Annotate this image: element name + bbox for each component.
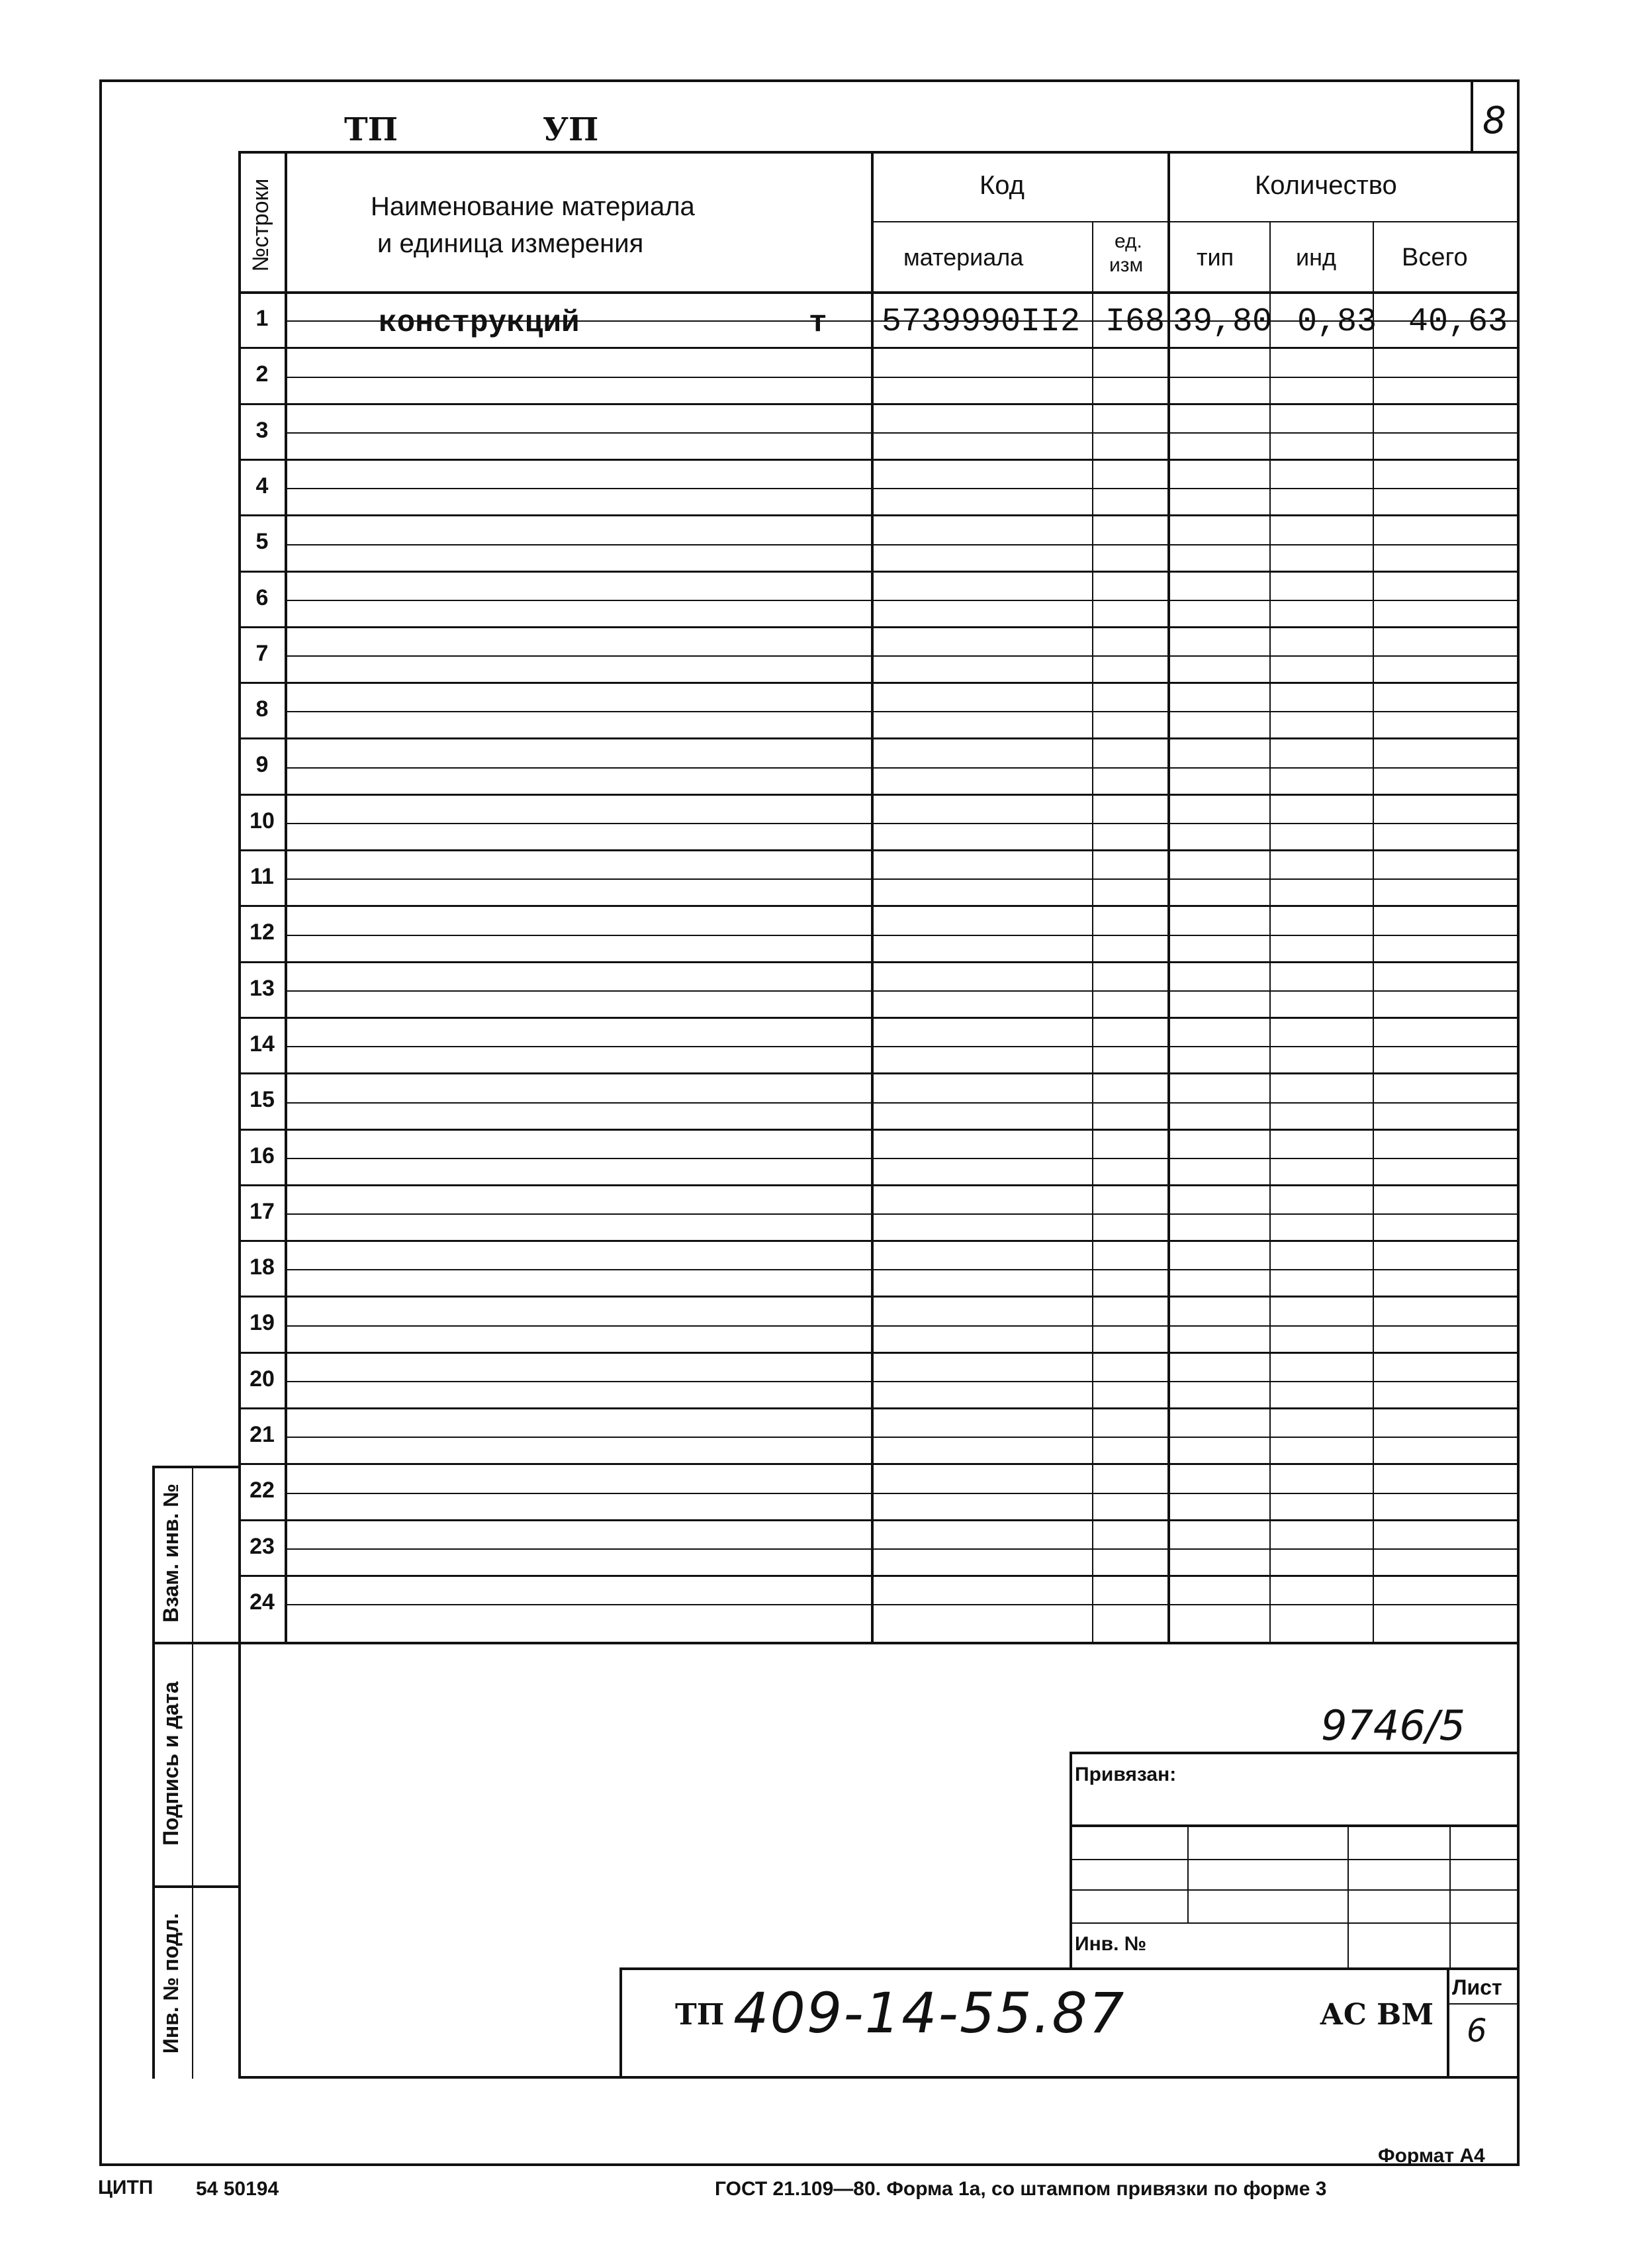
row-inner-line	[285, 1213, 1520, 1215]
row-line	[238, 961, 1520, 963]
row-number: 12	[250, 920, 275, 945]
row-line	[238, 1519, 1520, 1521]
doc-prefix: ТП	[675, 1998, 725, 2032]
row-number: 1	[255, 306, 269, 331]
row-inner-line	[285, 990, 1520, 992]
row-inner-line	[285, 1548, 1520, 1550]
row-inner-line	[285, 432, 1520, 434]
row-line	[238, 1072, 1520, 1074]
row1-unit: т	[809, 306, 827, 340]
doc-code: АС ВМ	[1320, 1998, 1434, 2032]
col-header-row-number: №строки	[248, 178, 273, 272]
col-line-code	[1167, 151, 1170, 1644]
row-number: 23	[250, 1533, 275, 1559]
row-line	[238, 905, 1520, 907]
col-header-type: тип	[1197, 244, 1234, 271]
col-header-name-line2: и единица измерения	[377, 229, 644, 258]
col-header-unit-line2: изм	[1109, 254, 1144, 276]
row-number: 17	[250, 1198, 275, 1224]
col-line-rownum	[285, 151, 287, 1644]
row-line	[238, 403, 1520, 405]
lower-area-right	[1517, 1642, 1520, 2079]
row-inner-line	[285, 1437, 1520, 1438]
row1-qty-type: 39,80	[1173, 303, 1273, 341]
row-number: 4	[255, 473, 269, 498]
row-line	[238, 1184, 1520, 1186]
col-header-total: Всего	[1402, 244, 1468, 271]
row-line	[238, 737, 1520, 739]
privyazan-line1	[1070, 1824, 1520, 1827]
row1-name: конструкций	[379, 306, 580, 340]
row-inner-line	[285, 767, 1520, 769]
row1-unit-code: I68	[1105, 303, 1165, 341]
row-inner-line	[285, 1325, 1520, 1327]
row-inner-line	[285, 935, 1520, 936]
privyazan-line3	[1070, 1889, 1520, 1891]
row-inner-line	[285, 377, 1520, 378]
sheet-cell-left	[1447, 1967, 1449, 2079]
col-line-type	[1269, 221, 1271, 1644]
row-number: 16	[250, 1143, 275, 1168]
row-line	[238, 849, 1520, 851]
side-stamp-zam-inv: Взам. инв. №	[159, 1484, 183, 1623]
privyazan-left	[1070, 1752, 1072, 1970]
row-line	[238, 571, 1520, 573]
row-line	[238, 1240, 1520, 1242]
sheet-label: Лист	[1452, 1975, 1502, 1999]
row-inner-line	[285, 878, 1520, 880]
sheet-box-left	[1471, 79, 1473, 152]
row-line	[238, 1352, 1520, 1354]
row-inner-line	[285, 1493, 1520, 1494]
footer-format: Формат А4	[1378, 2145, 1485, 2167]
row-inner-line	[285, 600, 1520, 601]
footer-org: ЦИТП	[98, 2177, 154, 2198]
row-number: 6	[255, 585, 269, 610]
sheet-number: 8	[1482, 99, 1506, 142]
handwritten-ref: 9746/5	[1321, 1701, 1466, 1750]
row-line	[238, 682, 1520, 684]
row-line	[238, 347, 1520, 349]
row1-material-code: 5739990II2	[882, 303, 1081, 341]
row-number: 3	[255, 417, 269, 443]
row-number: 21	[250, 1422, 275, 1447]
row-line	[238, 1129, 1520, 1131]
row-line	[238, 1017, 1520, 1019]
row1-qty-total: 40,63	[1408, 303, 1508, 341]
side-stamp-inner	[192, 1466, 193, 2079]
row-line	[238, 1296, 1520, 1298]
row-number: 18	[250, 1254, 275, 1280]
title-block-top	[619, 1967, 1520, 1970]
row-line	[238, 1463, 1520, 1465]
lower-area-left	[238, 1642, 241, 2079]
lower-area-bottom	[238, 2076, 1520, 2079]
col-header-ind: инд	[1296, 244, 1336, 271]
row-inner-line	[285, 544, 1520, 545]
row-inner-line	[285, 488, 1520, 489]
row-line	[238, 1407, 1520, 1409]
privyazan-col3	[1449, 1824, 1451, 1970]
row-number: 24	[250, 1589, 275, 1615]
header-up-mark: УП	[543, 111, 599, 148]
row-number: 11	[250, 864, 274, 889]
privyazan-top	[1070, 1752, 1520, 1754]
doc-number: 409-14-55.87	[733, 1981, 1126, 2046]
row-number: 2	[255, 361, 269, 387]
footer-order: 54 50194	[196, 2178, 279, 2200]
row-number: 22	[250, 1478, 275, 1503]
row-line	[238, 626, 1520, 628]
privyazan-label: Привязан:	[1075, 1764, 1177, 1785]
row-inner-line	[285, 823, 1520, 824]
side-stamp-line2	[152, 1885, 240, 1888]
col-header-qty: Количество	[1255, 171, 1397, 200]
row-number: 9	[255, 752, 269, 778]
privyazan-line4	[1070, 1922, 1520, 1924]
privyazan-col1	[1187, 1824, 1189, 1924]
row-line	[238, 1575, 1520, 1577]
col-line-name	[871, 151, 874, 1644]
row-inner-line	[285, 1158, 1520, 1159]
row-inner-line	[285, 655, 1520, 657]
col-line-ind	[1373, 221, 1374, 1644]
row-number: 19	[250, 1310, 275, 1336]
col-line-material	[1092, 221, 1093, 1644]
row-inner-line	[285, 1046, 1520, 1047]
row-inner-line	[285, 1381, 1520, 1382]
row-number: 20	[250, 1366, 275, 1392]
row-number: 13	[250, 975, 275, 1001]
privyazan-col2	[1347, 1824, 1349, 1970]
col-header-name-line1: Наименование материала	[371, 192, 695, 221]
privyazan-line2	[1070, 1859, 1520, 1860]
header-sub-line	[871, 221, 1520, 222]
row-line	[238, 459, 1520, 461]
inv-no-label: Инв. №	[1075, 1933, 1147, 1955]
side-stamp-inv-podl: Инв. № подл.	[159, 1913, 183, 2054]
sheet-cell-divider	[1447, 2003, 1520, 2005]
row-number: 8	[255, 696, 269, 722]
row-number: 15	[250, 1087, 275, 1113]
title-block-left	[619, 1967, 622, 2079]
row-number: 14	[250, 1031, 275, 1057]
row-inner-line	[285, 1604, 1520, 1605]
row-number: 7	[255, 640, 269, 666]
materials-table	[238, 151, 1520, 1644]
row-inner-line	[285, 1102, 1520, 1104]
header-bottom-line	[238, 291, 1520, 294]
row1-qty-ind: 0,83	[1297, 303, 1377, 341]
row-line	[238, 794, 1520, 796]
row-inner-line	[285, 1269, 1520, 1270]
sheet-value: 6	[1467, 2012, 1487, 2050]
row-number: 5	[255, 529, 269, 555]
side-stamp-sign-date: Подпись и дата	[159, 1681, 183, 1846]
row-line	[238, 514, 1520, 516]
row-number: 10	[250, 808, 275, 833]
header-tp-mark: ТП	[344, 111, 398, 148]
col-header-material: материала	[903, 244, 1024, 271]
side-stamp-left	[152, 1466, 155, 2079]
footer-gost: ГОСТ 21.109—80. Форма 1а, со штампом привязки по форме 3	[715, 2178, 1327, 2200]
col-header-unit-line1: ед.	[1115, 230, 1142, 252]
col-header-code: Код	[980, 171, 1025, 200]
side-stamp-line1	[152, 1642, 240, 1644]
row-inner-line	[285, 711, 1520, 712]
